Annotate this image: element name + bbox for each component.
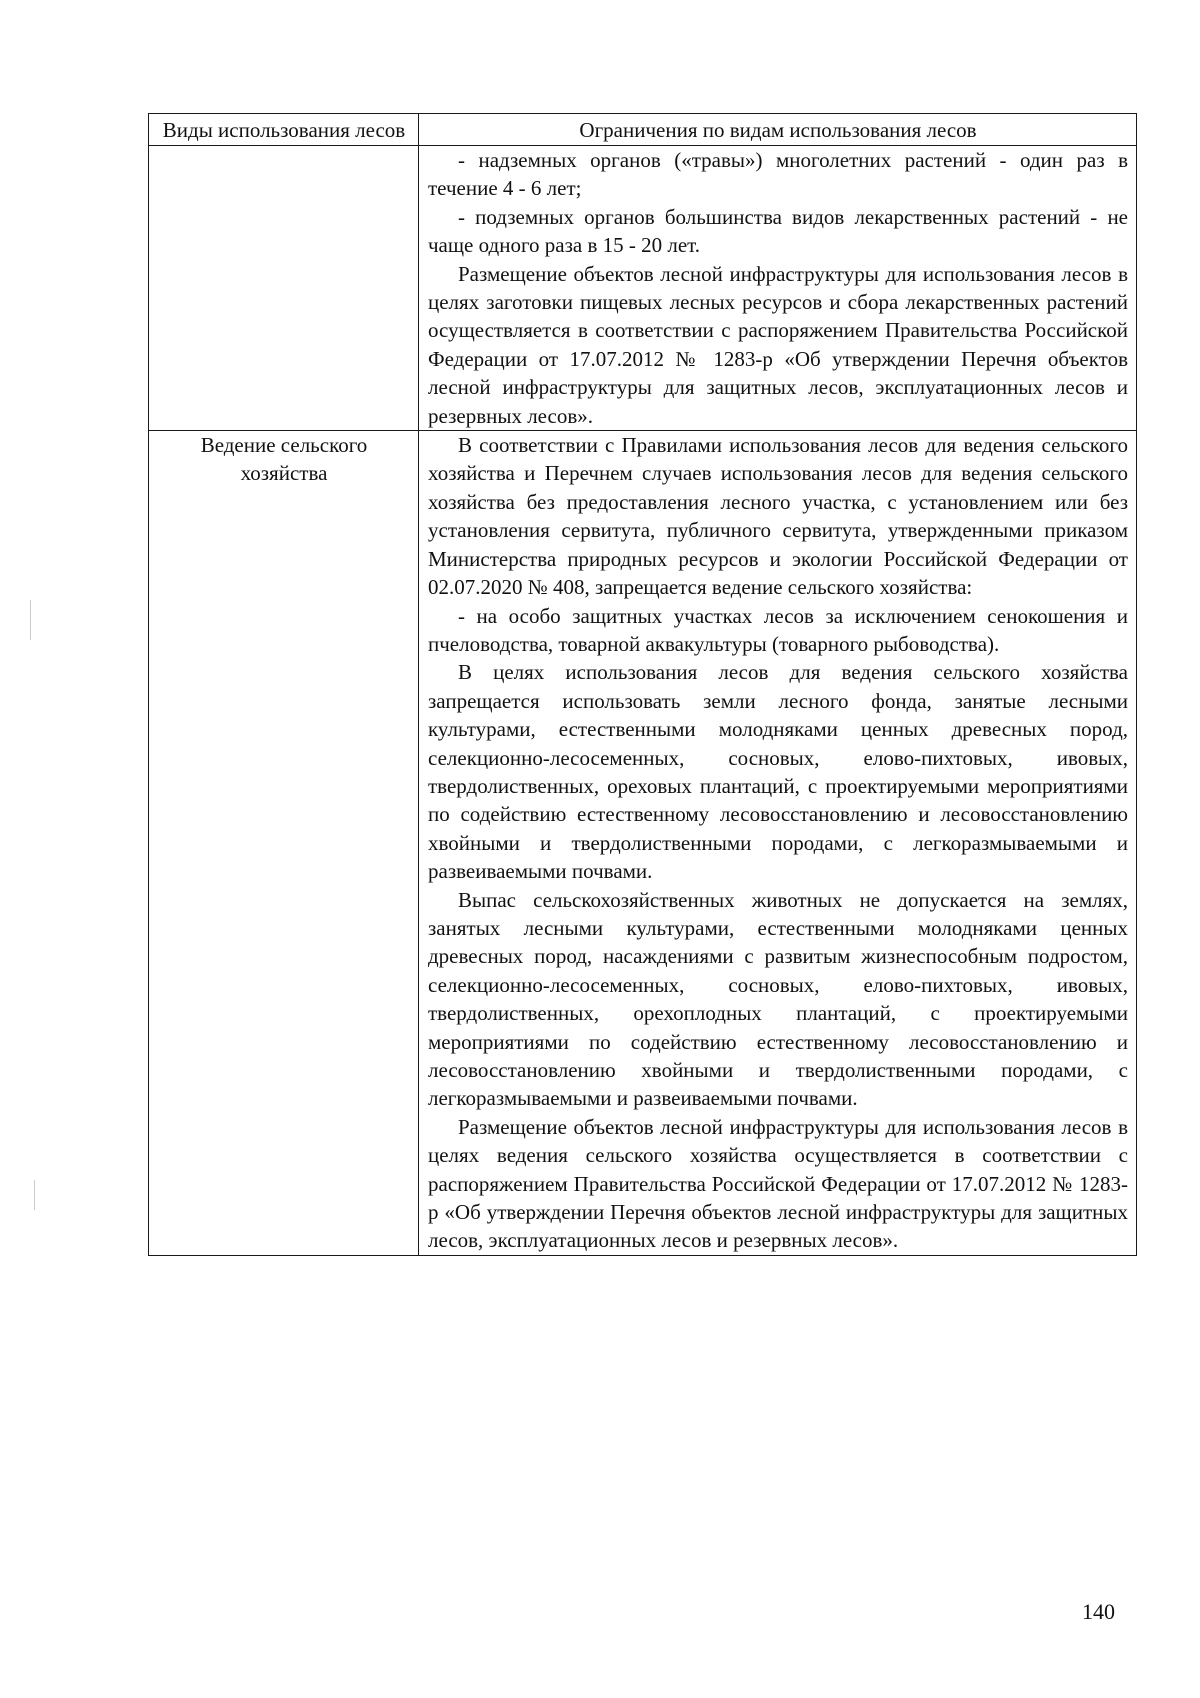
restriction-paragraph: - на особо защитных участках лесов за исключением сенокошения и пчеловодства, товарной аквакультуры (товарного рыбоводства). xyxy=(428,603,1128,656)
restriction-paragraph: - надземных органов («травы») многолетних растений - один раз в течение 4 - 6 лет; xyxy=(428,148,1128,201)
row-kind-cell: Ведение сельского хозяйства xyxy=(149,431,419,1256)
restriction-paragraph: - подземных органов большинства видов лекарственных растений - не чаще одного раза в 15 - 20 лет. xyxy=(428,204,1128,258)
restriction-paragraph: В целях использования лесов для ведения сельского хозяйства запрещается использовать земли лесного фонда, занятые лесными культурами, естественными молодняками ценных древесных пород, селекционно-лесосеменных, сосновых, елово-пихтовых, ивовых, твердолиственных, ореховых плантаций, с проектируемыми мероприятиями по содействию естественному лесовосстановлению и лесовосстановлению хвойными и твердолиственными породами, с легкоразмываемыми и развеиваемыми почвами. xyxy=(428,660,1128,884)
forest-use-restrictions-table xyxy=(148,113,1137,1256)
page-number: 140 xyxy=(1082,1599,1115,1624)
row-restrictions-cell xyxy=(419,146,1137,431)
table-row xyxy=(149,431,1137,1256)
restriction-paragraph: Размещение объектов лесной инфраструктуры для использования лесов в целях заготовки пищевых лесных ресурсов и сбора лекарственных растений осуществляется в соответствии с распоряжением Правительства Российской Федерации от 17.07.2012 № 1283-р «Об утверждении Перечня объектов лесной инфраструктуры для защитных лесов, эксплуатационных лесов и резервных лесов». xyxy=(428,261,1128,428)
row-kind-cell xyxy=(149,146,419,431)
scan-edge-mark xyxy=(34,1180,35,1210)
restriction-paragraph: Выпас сельскохозяйственных животных не допускается на землях, занятых лесными культурами, естественными молодняками ценных древесных пород, насаждениями с развитым жизнеспособным подростом, селекционно-лесосеменных, сосновых, елово-пихтовых, ивовых, твердолиственных, орехоплодных плантаций, с проектируемыми мероприятиями по содействию естественному лесовосстановлению и лесовосстановлению хвойными и твердолиственными породами, с легкоразмываемыми и развеиваемыми почвами. xyxy=(428,887,1128,1111)
scan-edge-mark xyxy=(30,600,31,640)
header-restrictions: Ограничения по видам использования лесов xyxy=(419,114,1137,146)
restriction-paragraph: Размещение объектов лесной инфраструктуры для использования лесов в целях ведения сельского хозяйства осуществляется в соответствии с распоряжением Правительства Российской Федерации от 17.07.2012 № 1283-р «Об утверждении Перечня объектов лесной инфраструктуры для защитных лесов, эксплуатационных лесов и резервных лесов». xyxy=(428,1114,1128,1253)
header-forest-use-types: Виды использования лесов xyxy=(149,114,419,146)
restriction-paragraph: В соответствии с Правилами использования лесов для ведения сельского хозяйства и Перечнем случаев использования лесов для ведения сельского хозяйства без предоставления лесного участка, с установлением или без установления сервитута, публичного сервитута, утвержденными приказом Министерства природных ресурсов и экологии Российской Федерации от 02.07.2020 № 408, запрещается ведение сельского хозяйства: xyxy=(428,433,1128,600)
row-restrictions-cell xyxy=(419,431,1137,1256)
table-header-row xyxy=(149,114,1137,146)
table-row xyxy=(149,146,1137,431)
